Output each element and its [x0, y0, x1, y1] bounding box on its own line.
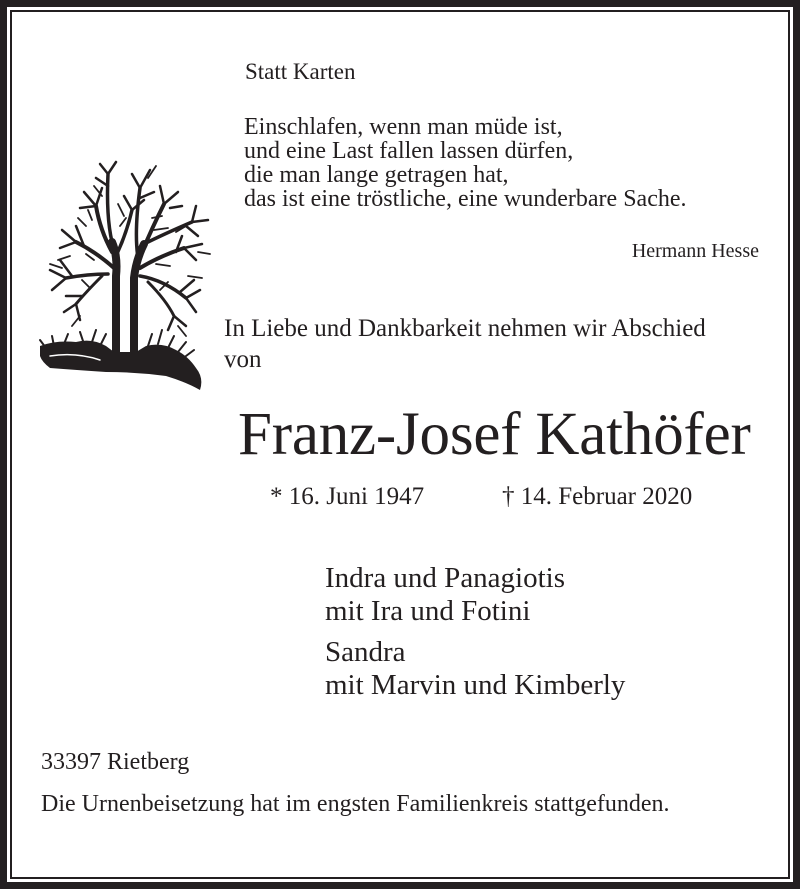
- poem-line: Einschlafen, wenn man müde ist,: [244, 114, 563, 140]
- farewell-line: In Liebe und Dankbarkeit nehmen wir Abschied: [224, 315, 706, 342]
- deceased-name: Franz-Josef Kathöfer: [238, 401, 751, 468]
- family-line: mit Marvin und Kimberly: [325, 669, 626, 701]
- tree-icon: [36, 156, 216, 394]
- farewell-line: von: [224, 346, 262, 373]
- poem: [244, 115, 687, 211]
- family-group: [325, 637, 625, 703]
- birth-date: * 16. Juni 1947: [270, 483, 425, 510]
- family-line: mit Ira und Fotini: [325, 595, 531, 627]
- family-list: [325, 563, 625, 711]
- family-line: Indra und Panagiotis: [325, 562, 566, 594]
- family-line: Sandra: [325, 636, 406, 668]
- location: 33397 Rietberg: [41, 749, 190, 775]
- header-note: Statt Karten: [245, 59, 356, 84]
- poem-line: und eine Last fallen lassen dürfen,: [244, 138, 574, 164]
- poem-line: das ist eine tröstliche, eine wunderbare Sache.: [244, 186, 687, 212]
- burial-note: Die Urnenbeisetzung hat im engsten Familienkreis stattgefunden.: [41, 791, 670, 817]
- death-date: † 14. Februar 2020: [502, 483, 693, 510]
- poem-author: Hermann Hesse: [631, 240, 759, 262]
- family-group: [325, 563, 625, 629]
- poem-line: die man lange getragen hat,: [244, 162, 509, 188]
- farewell-text: [224, 316, 706, 378]
